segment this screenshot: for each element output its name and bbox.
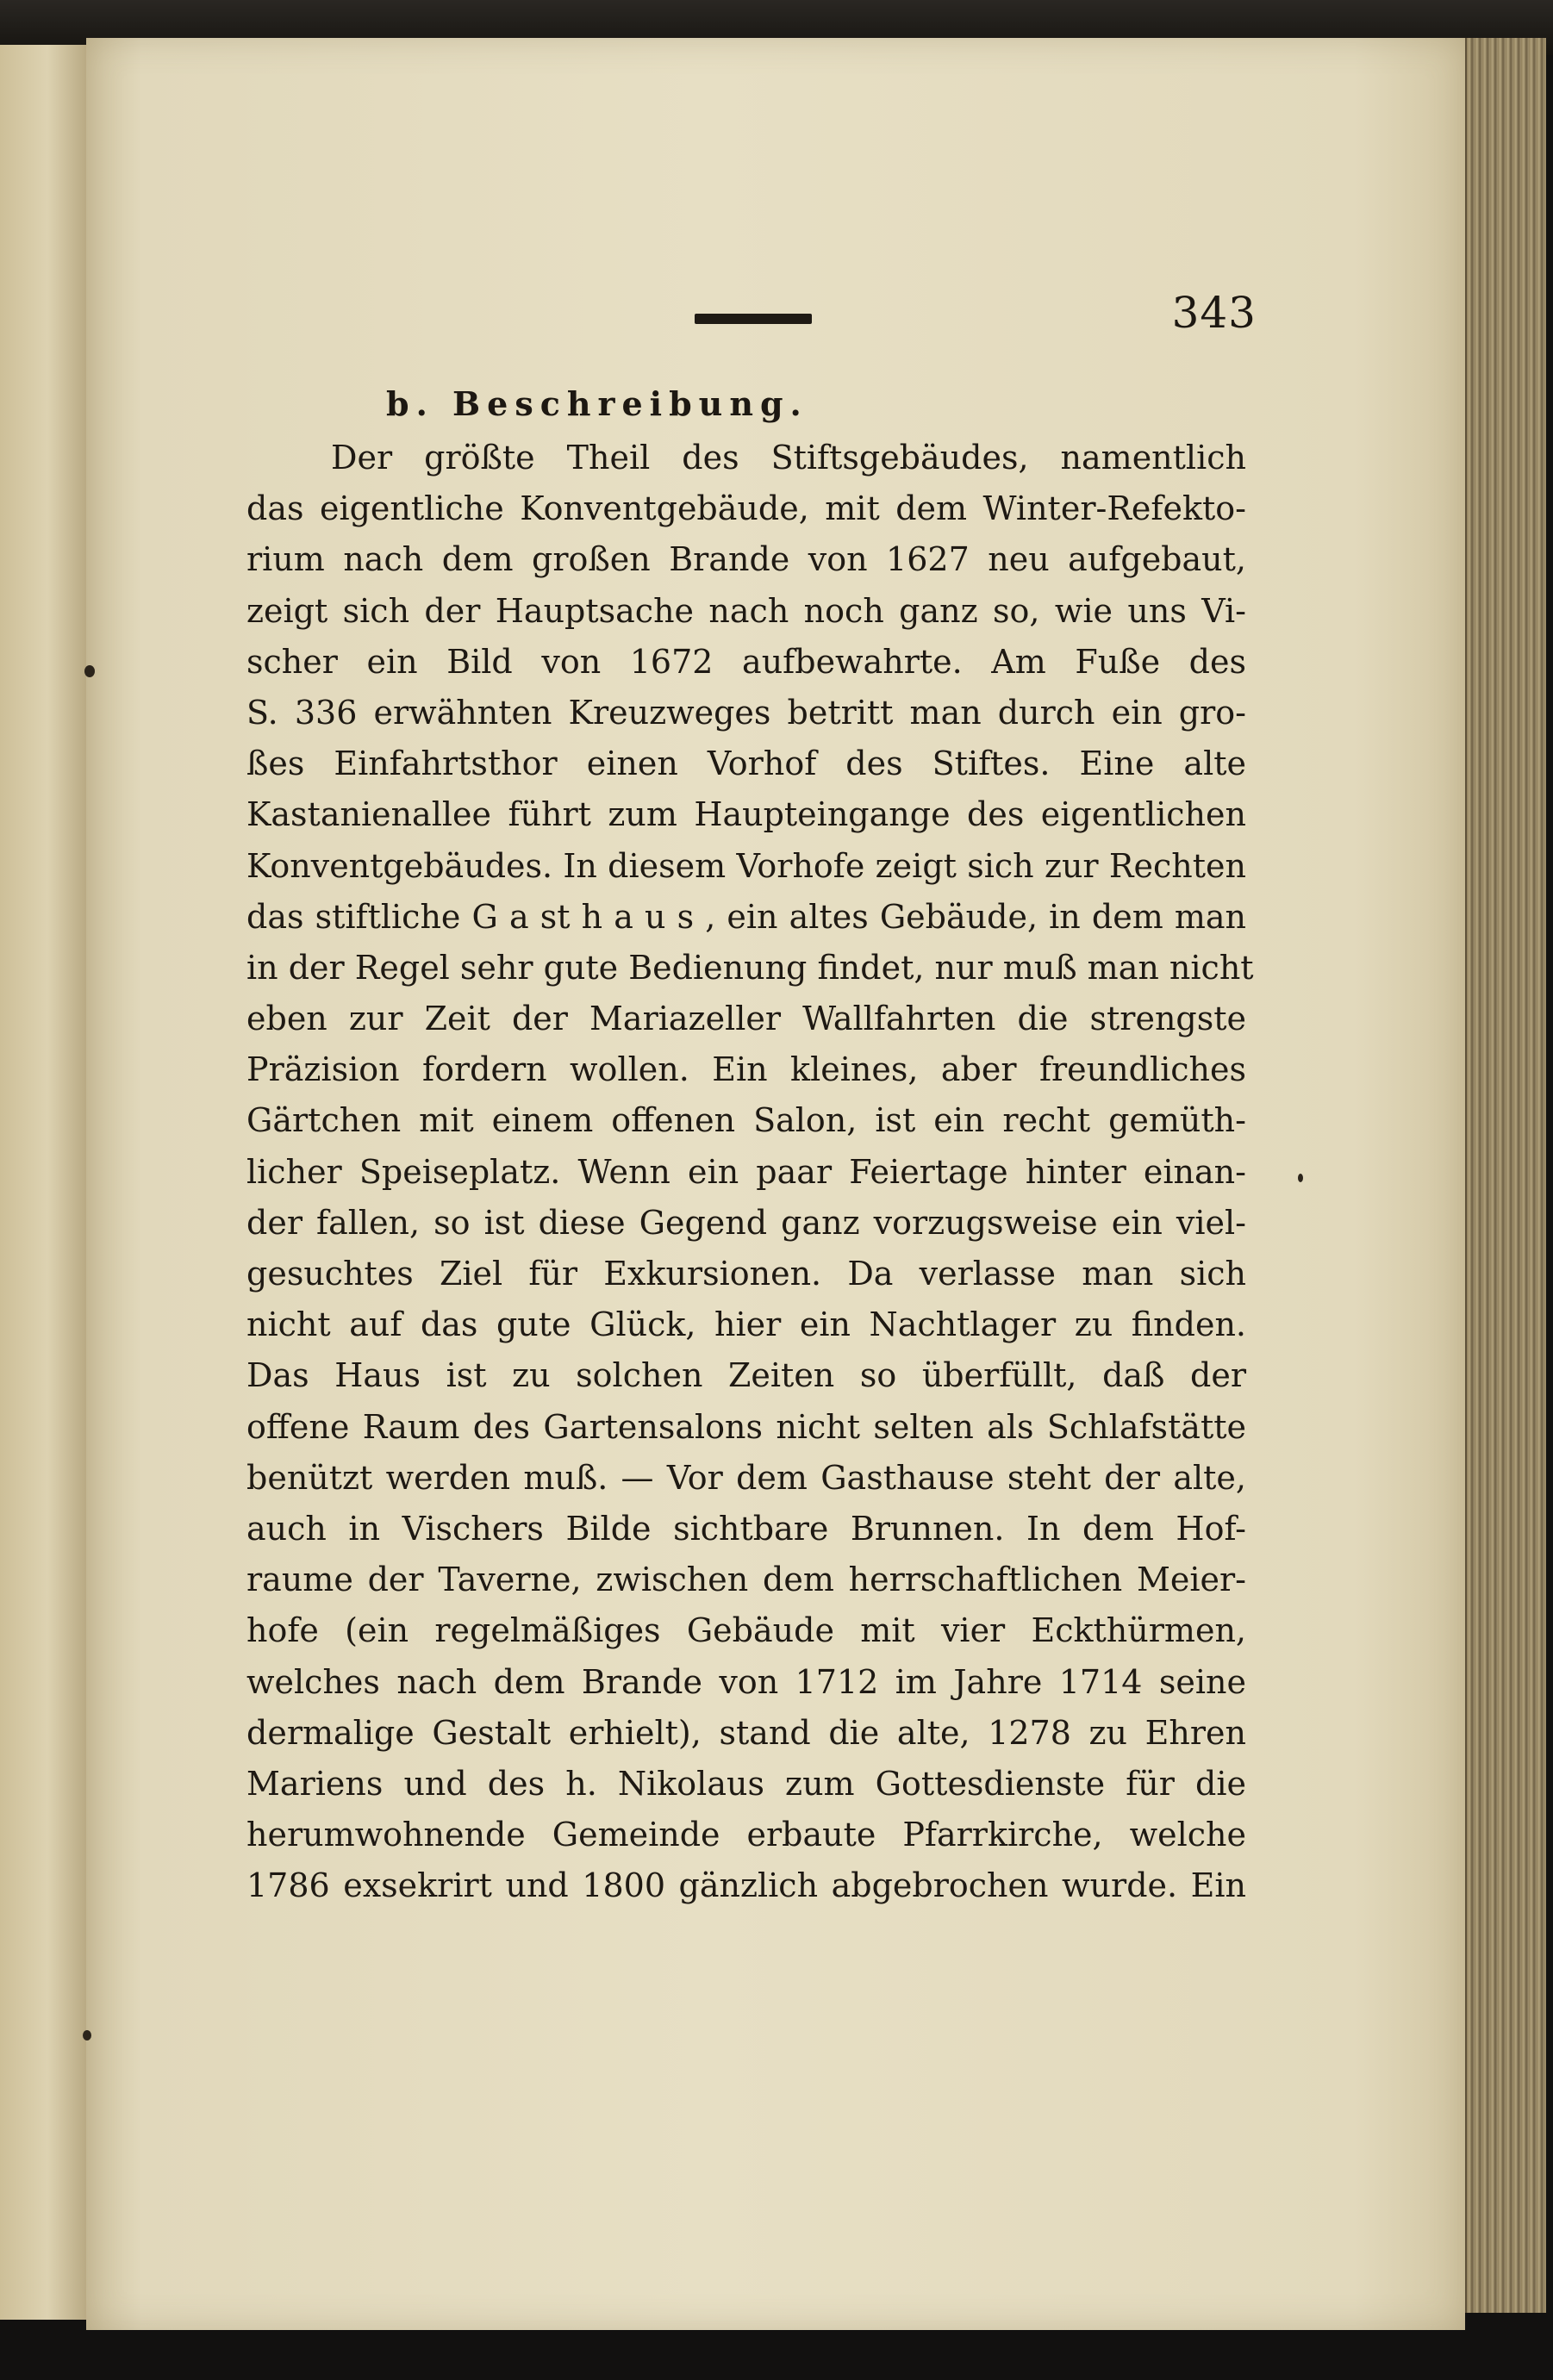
- text-line: gesuchtes Ziel für Exkursionen. Da verlasse man sich: [246, 1255, 1246, 1293]
- paper-spot: [84, 665, 95, 677]
- text-line: nicht auf das gute Glück, hier ein Nachtlager zu finden.: [246, 1305, 1246, 1344]
- text-line: Präzision fordern wollen. Ein kleines, aber freundliches: [246, 1050, 1246, 1089]
- text-line: Konventgebäudes. In diesem Vorhofe zeigt sich zur Rechten: [246, 846, 1246, 885]
- text-line: das eigentliche Konventgebäude, mit dem Winter-Refekto-: [246, 489, 1246, 528]
- text-line: ßes Einfahrtsthor einen Vorhof des Stiftes. Eine alte: [246, 745, 1246, 783]
- text-line: offene Raum des Gartensalons nicht selten als Schlafstätte: [246, 1407, 1246, 1446]
- text-line: rium nach dem großen Brande von 1627 neu aufgebaut,: [246, 540, 1246, 579]
- facing-page-edge: [0, 45, 88, 2320]
- text-line: Gärtchen mit einem offenen Salon, ist ein recht gemüth-: [246, 1101, 1246, 1140]
- text-line: scher ein Bild von 1672 aufbewahrte. Am Fuße des: [246, 642, 1246, 681]
- paper-spot: [83, 2030, 91, 2040]
- paper-spot: [1298, 1174, 1303, 1182]
- section-heading: b. Beschreibung.: [386, 384, 808, 423]
- text-line: das stiftliche G a st h a u s , ein altes Gebäude, in dem man: [246, 897, 1246, 936]
- text-line: dermalige Gestalt erhielt), stand die alte, 1278 zu Ehren: [246, 1713, 1246, 1752]
- text-line: benützt werden muß. — Vor dem Gasthause steht der alte,: [246, 1458, 1246, 1497]
- body-text: [246, 433, 1254, 1911]
- text-line: herumwohnende Gemeinde erbaute Pfarrkirche, welche: [246, 1816, 1246, 1854]
- text-line: zeigt sich der Hauptsache nach noch ganz so, wie uns Vi-: [246, 591, 1246, 630]
- text-line: S. 336 erwähnten Kreuzweges betritt man durch ein gro-: [246, 693, 1246, 732]
- text-line: Der größte Theil des Stiftsgebäudes, namentlich: [331, 439, 1246, 477]
- text-line: raume der Taverne, zwischen dem herrschaftlichen Meier-: [246, 1561, 1246, 1599]
- text-line: hofe (ein regelmäßiges Gebäude mit vier Eckthürmen,: [246, 1611, 1246, 1650]
- text-line: auch in Vischers Bilde sichtbare Brunnen. In dem Hof-: [246, 1509, 1246, 1548]
- text-line: der fallen, so ist diese Gegend ganz vorzugsweise ein viel-: [246, 1203, 1246, 1242]
- text-line: welches nach dem Brande von 1712 im Jahre 1714 seine: [246, 1662, 1246, 1701]
- text-line: 1786 exsekrirt und 1800 gänzlich abgebrochen wurde. Ein: [246, 1866, 1246, 1905]
- page-stack-edge: [1465, 38, 1546, 2313]
- text-line: Das Haus ist zu solchen Zeiten so überfüllt, daß der: [246, 1356, 1246, 1395]
- text-line: Kastanienallee führt zum Haupteingange des eigentlichen: [246, 795, 1246, 834]
- text-line: in der Regel sehr gute Bedienung findet, nur muß man nicht: [246, 948, 1254, 987]
- text-line: licher Speiseplatz. Wenn ein paar Feiertage hinter einan-: [246, 1152, 1246, 1191]
- header-rule: [695, 314, 812, 324]
- text-line: Mariens und des h. Nikolaus zum Gottesdienste für die: [246, 1764, 1246, 1803]
- page-number: 343: [1171, 288, 1257, 338]
- text-line: eben zur Zeit der Mariazeller Wallfahrten die strengste: [246, 1000, 1246, 1038]
